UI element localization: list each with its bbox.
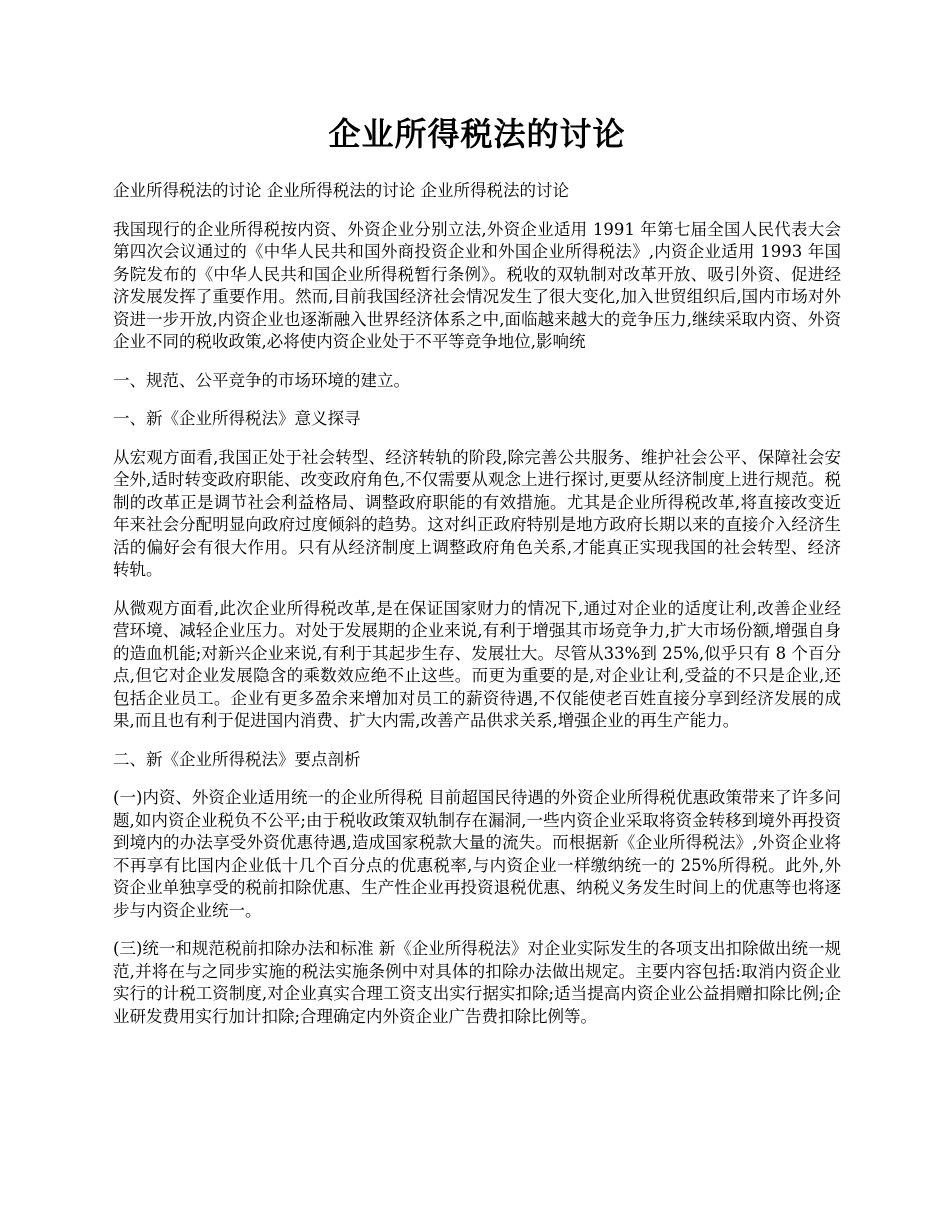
paragraph-unified-tax: (一)内资、外资企业适用统一的企业所得税 目前超国民待遇的外资企业所得税优惠政策带来了许多问题,如内资企业税负不公平;由于税收政策双轨制存在漏洞,一些内资企业采取将资金转移到境外再投资到境内的办法享受外资优惠待遇,造成国家税款大量的流失。而根据新《企业所得税法》,外资企业将不再享有比国内企业低十几个百分点的优惠税率,与内资企业一样缴纳统一的 25%所得税。此外,外资企业单独享受的税前扣除优惠、生产性企业再投资退税优惠、纳税义务发生时间上的优惠等也将逐步与内资企业统一。 xyxy=(113,788,841,920)
paragraph-micro: 从微观方面看,此次企业所得税改革,是在保证国家财力的情况下,通过对企业的适度让利,改善企业经营环境、减轻企业压力。对处于发展期的企业来说,有利于增强其市场竞争力,扩大市场份额,增强自身的造血机能;对新兴企业来说,有利于其起步生存、发展壮大。尽管从33%到 25%,似乎只有 8 个百分点,但它对企业发展隐含的乘数效应绝不止这些。而更为重要的是,对企业让利,受益的不只是企业,还包括企业员工。企业有更多盈余来增加对员工的薪资待遇,不仅能使老百姓直接分享到经济发展的成果,而且也有利于促进国内消费、扩大内需,改善产品供求关系,增强企业的再生产能力。 xyxy=(113,598,841,730)
document-title: 企业所得税法的讨论 xyxy=(328,115,626,153)
section-heading-key-points: 二、新《企业所得税法》要点剖析 xyxy=(113,749,361,769)
paragraph-macro: 从宏观方面看,我国正处于社会转型、经济转轨的阶段,除完善公共服务、维护社会公平、保障社会安全外,适时转变政府职能、改变政府角色,不仅需要从观念上进行探讨,更要从经济制度上进行规范。税制的改革正是调节社会利益格局、调整政府职能的有效措施。尤其是企业所得税改革,将直接改变近年来社会分配明显向政府过度倾斜的趋势。这对纠正政府特别是地方政府长期以来的直接介入经济生活的偏好会有很大作用。只有从经济制度上调整政府角色关系,才能真正实现我国的社会转型、经济转轨。 xyxy=(113,447,841,579)
paragraph-intro: 我国现行的企业所得税按内资、外资企业分别立法,外资企业适用 1991 年第七届全国人民代表大会第四次会议通过的《中华人民共和国外商投资企业和外国企业所得税法》,内资企业适用 1993 年国务院发布的《中华人民共和国企业所得税暂行条例》。税收的双轨制对改革开放、吸引外资、促进经济发展发挥了重要作用。然而,目前我国经济社会情况发生了很大变化,加入世贸组织后,国内市场对外资进一步开放,内资企业也逐渐融入世界经济体系之中,面临越来越大的竞争压力,继续采取内资、外资企业不同的税收政策,必将使内资企业处于不平等竞争地位,影响统 xyxy=(113,219,841,351)
section-heading-significance: 一、新《企业所得税法》意义探寻 xyxy=(113,409,361,428)
paragraph-deduction-rules: (三)统一和规范税前扣除办法和标准 新《企业所得税法》对企业实际发生的各项支出扣除做出统一规范,并将在与之同步实施的税法实施条例中对具体的扣除办法做出规定。主要内容包括:取消内资企业实行的计税工资制度,对企业真实合理工资支出实行据实扣除;适当提高内资企业公益捐赠扣除比例;企业研发费用实行加计扣除;合理确定内外资企业广告费扣除比例等。 xyxy=(113,939,841,1026)
paragraph-heading-market: 一、规范、公平竞争的市场环境的建立。 xyxy=(113,370,410,390)
document-page xyxy=(113,108,841,1044)
paragraph-subtitle: 企业所得税法的讨论 企业所得税法的讨论 企业所得税法的讨论 xyxy=(113,181,569,200)
